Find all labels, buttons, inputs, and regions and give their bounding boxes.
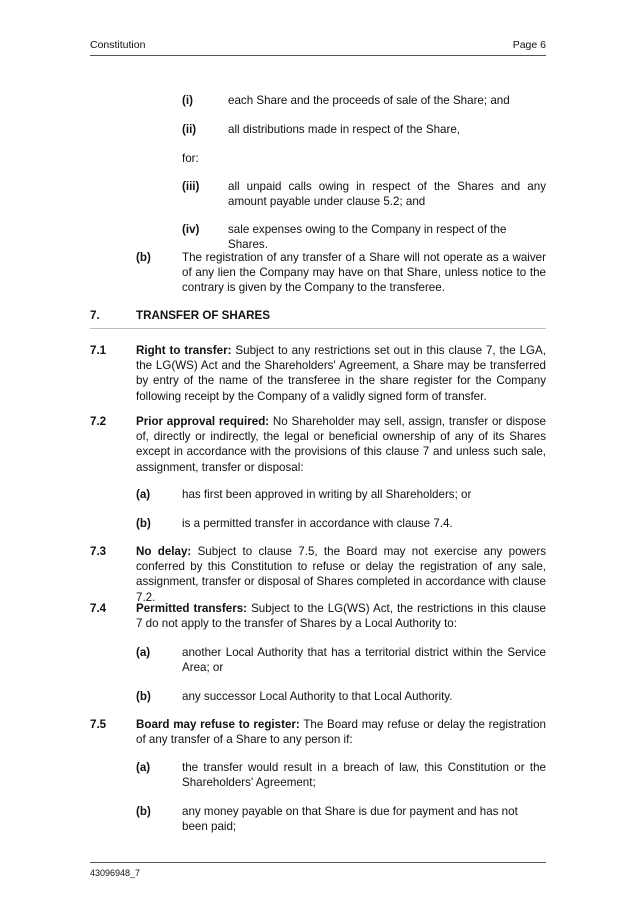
page-number: Page 6	[512, 39, 546, 51]
list-item-label: (b)	[136, 690, 151, 703]
list-item-text: another Local Authority that has a territorial district within the Service Area; or	[182, 646, 546, 675]
list-item-label: (b)	[136, 805, 151, 818]
clause-number: 7.4	[90, 602, 107, 615]
document-reference: 43096948_7	[90, 868, 141, 878]
clause-body: The Board may refuse or delay the registration of any transfer of a Share to any person if:	[136, 718, 546, 747]
list-item-text: is a permitted transfer in accordance with clause 7.4.	[182, 517, 453, 530]
list-item-label: (iv)	[182, 223, 200, 236]
list-item-label: (a)	[136, 646, 151, 659]
list-item-label: (iii)	[182, 180, 200, 193]
list-item-text: has first been approved in writing by all Shareholders; or	[182, 488, 472, 501]
list-item-text: all distributions made in respect of the Share,	[228, 123, 460, 136]
clause-number: 7.1	[90, 344, 107, 357]
clause-text	[136, 544, 546, 605]
clause-body: Subject to clause 7.5, the Board may not exercise any powers conferred by this Constitution to refuse or delay the registration of any sale, assignment, transfer or disposal of Shares completed in accordance with clause 7.2.	[136, 545, 546, 604]
clause-heading: Prior approval required:	[136, 415, 270, 428]
list-item-label: (a)	[136, 761, 151, 774]
list-item-label: (ii)	[182, 123, 197, 136]
clause-text	[136, 717, 546, 747]
clause-body: Subject to any restrictions set out in this clause 7, the LGA, the LG(WS) Act and the Shareholders' Agreement, a Share may be transferred by entry of the name of the transferee in the share register for the Company following receipt by the Company of a validly signed form of transfer.	[136, 344, 546, 403]
clause-number: 7.3	[90, 545, 107, 558]
list-item-label: (b)	[136, 517, 151, 530]
list-item-label: (i)	[182, 94, 193, 107]
section-number: 7.	[90, 309, 100, 322]
list-item-text: any successor Local Authority to that Local Authority.	[182, 690, 453, 703]
list-item-label: (b)	[136, 251, 151, 264]
list-item-text: any money payable on that Share is due for payment and has not been paid;	[182, 805, 518, 834]
list-item-text: each Share and the proceeds of sale of the Share; and	[228, 94, 510, 107]
list-item-text: the transfer would result in a breach of law, this Constitution or the Shareholders' Agreement;	[182, 761, 546, 790]
clause-heading: Board may refuse to register:	[136, 718, 300, 731]
clause-body: No Shareholder may sell, assign, transfer or dispose of, directly or indirectly, the legal or beneficial ownership of any of its Shares except in accordance with the provisions of this clause 7 and unless such sale, assignment, transfer or disposal:	[136, 415, 546, 474]
clause-number: 7.5	[90, 718, 107, 731]
list-item-text: sale expenses owing to the Company in respect of the Shares.	[228, 223, 507, 252]
clause-text	[136, 414, 546, 475]
clause-heading: Permitted transfers:	[136, 602, 248, 615]
footer-divider	[90, 862, 546, 863]
clause-number: 7.2	[90, 415, 107, 428]
clause-text	[136, 343, 546, 404]
list-item-text: all unpaid calls owing in respect of the Shares and any amount payable under clause 5.2; and	[228, 180, 546, 209]
clause-heading: No delay:	[136, 545, 192, 558]
clause-heading: Right to transfer:	[136, 344, 232, 357]
list-item-text: The registration of any transfer of a Share will not operate as a waiver of any lien the Company may have on that Share, unless notice to the contrary is given by the Company to the transferee.	[182, 251, 546, 295]
for-text: for:	[182, 152, 199, 165]
page-header	[90, 39, 546, 56]
list-item-label: (a)	[136, 488, 151, 501]
section-divider	[90, 328, 546, 329]
header-title: Constitution	[90, 39, 146, 51]
section-title: TRANSFER OF SHARES	[136, 309, 270, 322]
clause-text	[136, 601, 546, 631]
clause-body: Subject to the LG(WS) Act, the restrictions in this clause 7 do not apply to the transfer of Shares by a Local Authority to:	[136, 602, 546, 631]
